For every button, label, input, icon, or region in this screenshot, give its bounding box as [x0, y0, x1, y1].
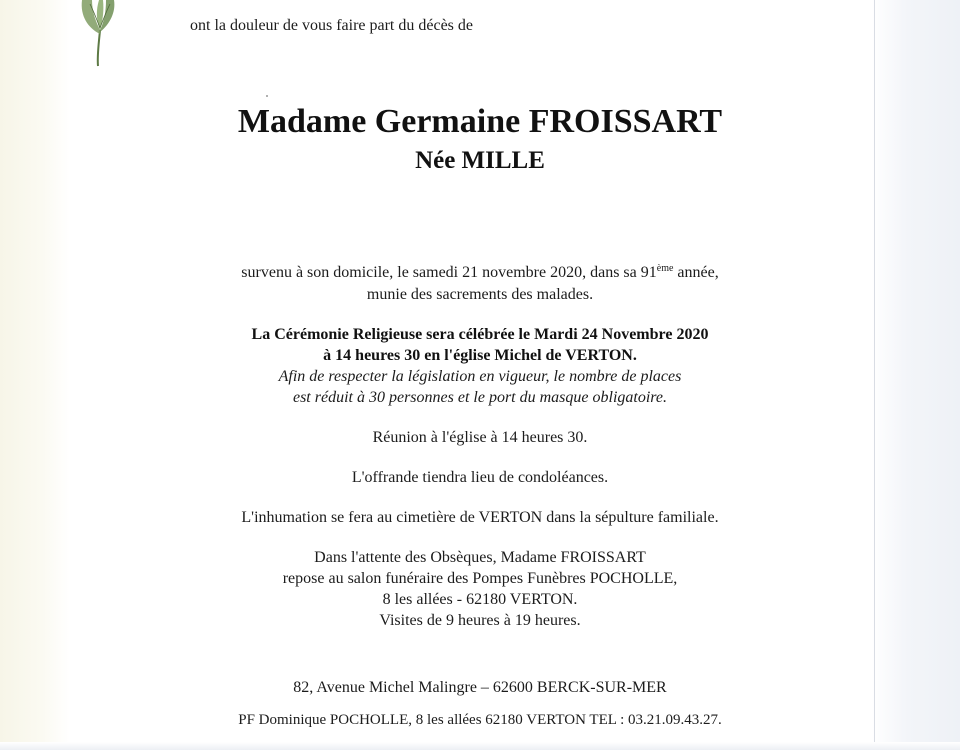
ceremony-line-1: La Cérémonie Religieuse sera célébrée le Mardi 24 Novembre 2020 — [251, 326, 709, 343]
inhumation-text: L'inhumation se fera au cimetière de VERTON dans la sépulture familiale. — [241, 509, 719, 526]
maiden-name: Née MILLE — [415, 147, 545, 174]
repose-line-1: Dans l'attente des Obsèques, Madame FROISSART — [314, 549, 646, 566]
repose-line-2: repose au salon funéraire des Pompes Funèbres POCHOLLE, — [282, 570, 678, 587]
death-details-text: survenu à son domicile, le samedi 21 novembre 2020, dans sa 91 — [241, 264, 657, 281]
covid-notice-line-2: est réduit à 30 personnes et le port du masque obligatoire. — [292, 389, 668, 406]
ceremony-line-2: à 14 heures 30 en l'église Michel de VERTON. — [323, 347, 637, 364]
death-details-superscript: ème — [656, 263, 674, 274]
scan-speck — [266, 95, 268, 97]
covid-notice-line-1: Afin de respecter la législation en vigueur, le nombre de places — [278, 368, 682, 385]
offrande-text: L'offrande tiendra lieu de condoléances. — [351, 469, 609, 486]
intro-text: ont la douleur de vous faire part du décès de — [190, 17, 474, 34]
death-details-suffix: année, — [673, 264, 719, 281]
page-bottom-edge — [0, 742, 960, 750]
footer-contact: PF Dominique POCHOLLE, 8 les allées 62180 VERTON TEL : 03.21.09.43.27. — [238, 712, 722, 728]
repose-line-4: Visites de 9 heures à 19 heures. — [379, 612, 581, 629]
deceased-name: Madame Germaine FROISSART — [237, 103, 723, 140]
death-details-line-2: munie des sacrements des malades. — [366, 286, 594, 303]
repose-line-3: 8 les allées - 62180 VERTON. — [382, 591, 578, 608]
footer-address: 82, Avenue Michel Malingre – 62600 BERCK-SUR-MER — [293, 679, 667, 696]
death-details-line-1 — [0, 263, 960, 283]
plant-illustration — [70, 0, 130, 70]
reunion-text: Réunion à l'église à 14 heures 30. — [372, 429, 588, 446]
